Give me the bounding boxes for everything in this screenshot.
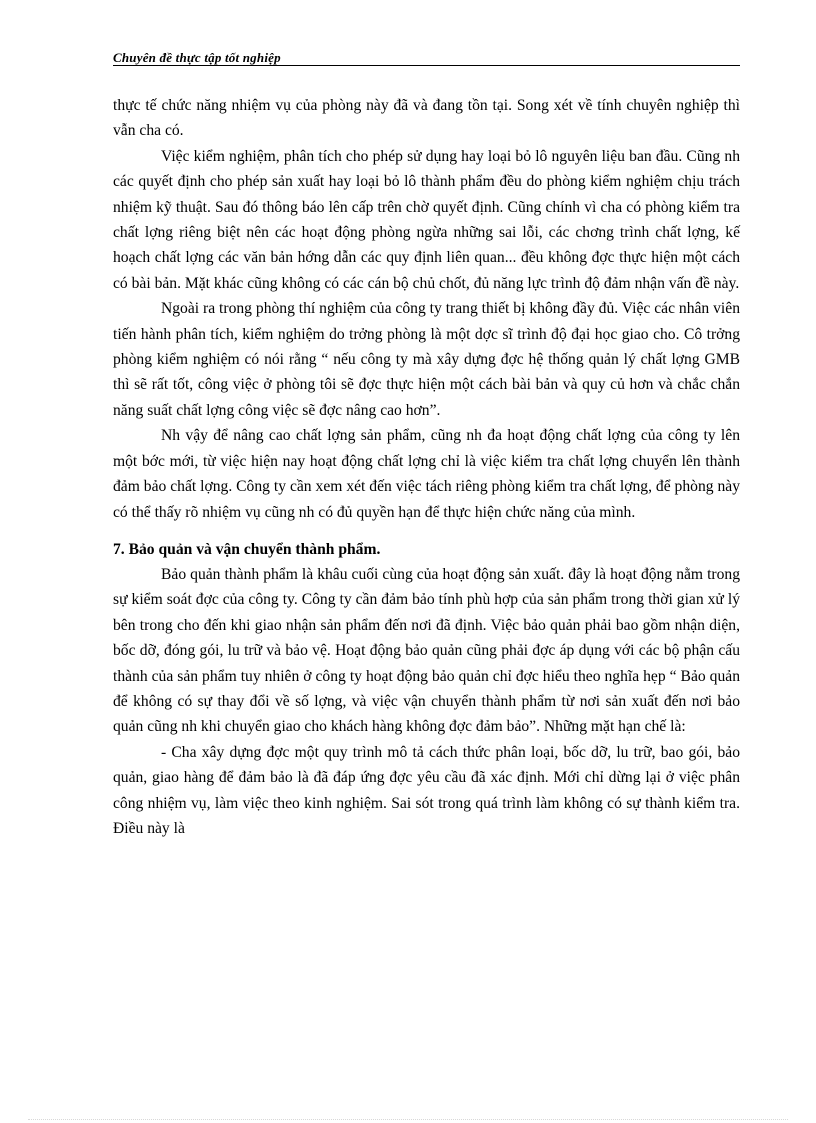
paragraph-3: Ngoài ra trong phòng thí nghiệm của công ty trang thiết bị không đầy đủ. Việc các nhân viên tiến hành phân tích, kiểm nghiệm do trởng phòng là một dợc sĩ trình độ đại học giao cho. Cô trởng phòng kiểm nghiệm có nói rằng “ nếu công ty mà xây dựng đợc hệ thống quản lý chất lợng GMB thì sẽ rất tốt, công việc ở phòng tôi sẽ đợc thực hiện một cách bài bản và quy củ hơn và chắc chắn năng suất chất lợng công việc sẽ đợc nâng cao hơn”. (113, 300, 740, 419)
paragraph-2: Việc kiểm nghiệm, phân tích cho phép sử dụng hay loại bỏ lô nguyên liệu ban đầu. Cũng nh các quyết định cho phép sản xuất hay loại bỏ lô thành phẩm đều do phòng kiểm nghiệm chịu trách nhiệm kỹ thuật. Sau đó thông báo lên cấp trên chờ quyết định. Cũng chính vì cha có phòng kiểm tra chất lợng riêng biệt nên các hoạt động phòng ngừa những sai lỗi, các chơng trình chất lợng, kế hoạch chất lợng các văn bản hớng dẫn các quy định liên quan... đều không đợc thực hiện một cách có bài bản. Mặt khác cũng không có các cán bộ chủ chốt, đủ năng lực trình độ đảm nhận vấn đề này. (113, 147, 740, 292)
footer-rule (28, 1119, 788, 1120)
paragraph-1: thực tế chức năng nhiệm vụ của phòng này đã và đang tồn tại. Song xét về tính chuyên nghiệp thì vẫn cha có. (113, 97, 740, 140)
section-heading: 7. Bảo quản và vận chuyển thành phẩm. (113, 540, 381, 558)
header-rule (113, 65, 740, 66)
page-header (113, 50, 740, 66)
section-paragraph-2: - Cha xây dựng đợc một quy trình mô tả cách thức phân loại, bốc dỡ, lu trữ, bao gói, bảo quản, giao hàng để đảm bảo là đã đáp ứng đợc yêu cầu đã xác định. Mới chỉ dừng lại ở việc phân công nhiệm vụ, làm việc theo kinh nghiệm. Sai sót trong quá trình làm không có sự thành kiểm tra. Điều này là (113, 743, 740, 837)
header-title: Chuyên đề thực tập tốt nghiệp (113, 50, 281, 65)
body-text (113, 93, 740, 841)
section-paragraph-1: Bảo quản thành phẩm là khâu cuối cùng của hoạt động sản xuất. đây là hoạt động nằm trong sự kiểm soát đợc của công ty. Công ty cần đảm bảo tính phù hợp của sản phẩm trong thời gian xử lý bên trong cho đến khi giao nhận sản phẩm đến nơi đã định. Việc bảo quản phải bao gồm nhận diện, bốc dỡ, đóng gói, lu trữ và bảo vệ. Hoạt động bảo quản cũng phải đợc áp dụng với các bộ phận cấu thành của sản phẩm tuy nhiên ở công ty hoạt động bảo quản chỉ đợc hiểu theo nghĩa hẹp “ Bảo quản để không có sự thay đổi về số lợng, và việc vận chuyển thành phẩm từ nơi sản xuất đến nơi bảo quản cũng nh khi chuyển giao cho khách hàng không đợc đảm bảo”. Những mặt hạn chế là: (113, 565, 740, 736)
paragraph-4: Nh vậy để nâng cao chất lợng sản phẩm, cũng nh đa hoạt động chất lợng của công ty lên một bớc mới, từ việc hiện nay hoạt động chất lợng chỉ là việc kiểm tra chất lợng chuyển lên thành đảm bảo chất lợng. Công ty cần xem xét đến việc tách riêng phòng kiểm tra chất lợng, để phòng này có thể thấy rõ nhiệm vụ cũng nh có đủ quyền hạn để thực hiện chức năng của mình. (113, 427, 740, 521)
